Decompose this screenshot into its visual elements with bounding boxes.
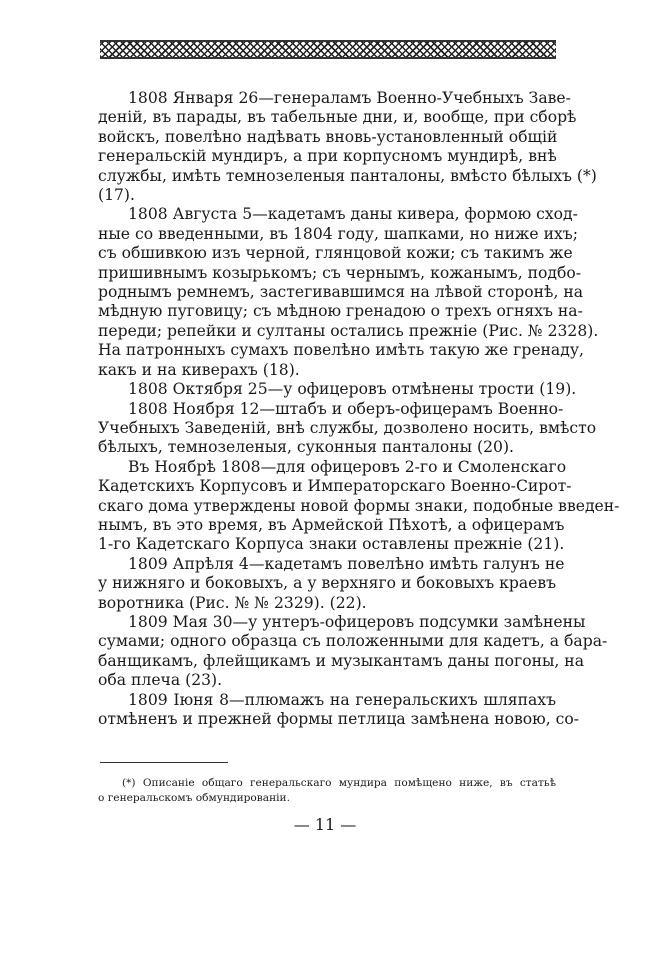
text-line: 1809 Іюня 8—плюмажъ на генеральскихъ шляпахъ [128,690,556,709]
text-line: 1808 Октября 25—у офицеровъ отмѣнены трости (19). [128,380,577,399]
text-line: какъ и на киверахъ (18). [98,360,300,379]
text-line: отмѣненъ и прежней формы петлица замѣнена новою, со- [98,710,580,728]
text-line: генеральскій мундиръ, а при корпусномъ мундирѣ, внѣ [98,147,557,166]
text-line: оба плеча (23). [98,671,223,690]
footnote-divider [100,762,228,763]
ornament-band [100,40,556,59]
text-line: 1808 Августа 5—кадетамъ даны кивера, формою сход- [128,205,578,224]
footnote-line: о генеральскомъ обмундированіи. [98,792,290,804]
text-line: скаго дома утверждены новой формы знаки, подобные введен- [98,496,620,515]
text-line: 1808 Января 26—генераламъ Военно-Учебныхъ Заве- [128,89,571,107]
text-line: Въ Ноябрѣ 1808—для офицеровъ 2-го и Смоленскаго [128,457,567,476]
text-line: банщикамъ, флейщикамъ и музыкантамъ даны погоны, на [98,651,584,670]
text-line: 1808 Ноября 12—штабъ и оберъ-офицерамъ Военно- [128,399,564,418]
text-line: воротника (Рис. № № 2329). (22). [98,593,367,612]
text-line: ные со введенными, въ 1804 году, шапками, но ниже ихъ; [98,224,578,243]
text-line: Учебныхъ Заведеній, внѣ службы, дозволено носить, вмѣсто [98,418,597,437]
page-number: — 11 — [293,815,357,834]
footnote [98,776,556,806]
text-line: бѣлыхъ, темнозеленыя, суконныя панталоны (20). [98,438,514,457]
text-line: Кадетскихъ Корпусовъ и Императорскаго Военно-Сирот- [98,477,572,496]
text-line: 1809 Мая 30—у унтеръ-офицеровъ подсумки замѣнены [128,612,586,631]
text-line: роднымъ ремнемъ, застегивавшимся на лѣвой сторонѣ, на [98,283,584,302]
text-line: службы, имѣть темнозеленыя панталоны, вмѣсто бѣлыхъ (*) [98,166,597,185]
text-line: переди; репейки и султаны остались прежніе (Рис. № 2328). [98,321,599,340]
text-line: у нижняго и боковыхъ, а у верхняго и боковыхъ краевъ [98,574,557,593]
text-line: пришивнымъ козырькомъ; съ чернымъ, кожанымъ, подбо- [98,263,582,282]
text-line: (17). [98,186,135,205]
text-line: сумами; одного образца съ положенными для кадетъ, а бара- [98,632,608,651]
text-line: деній, въ парады, въ табельные дни, и, вообще, при сборѣ [98,108,577,127]
text-line: мѣдную пуговицу; съ мѣдною гренадою о трехъ огняхъ на- [98,302,583,321]
text-line: войскъ, повелѣно надѣвать вновь-установленный общій [98,127,558,146]
text-line: На патронныхъ сумахъ повелѣно имѣть такую же гренаду, [98,341,584,360]
text-line: 1809 Апрѣля 4—кадетамъ повелѣно имѣть галунъ не [128,554,565,573]
text-line: 1-го Кадетскаго Корпуса знаки оставлены прежніе (21). [98,535,565,554]
footnote-line: (*) Описаніе общаго генеральскаго мундира помѣщено ниже, въ статьѣ [122,777,556,789]
text-line: нымъ, въ это время, въ Армейской Пѣхотѣ, а офицерамъ [98,515,565,534]
body-text [98,89,620,729]
text-line: съ обшивкою изъ черной, глянцовой кожи; съ такимъ же [98,244,573,263]
